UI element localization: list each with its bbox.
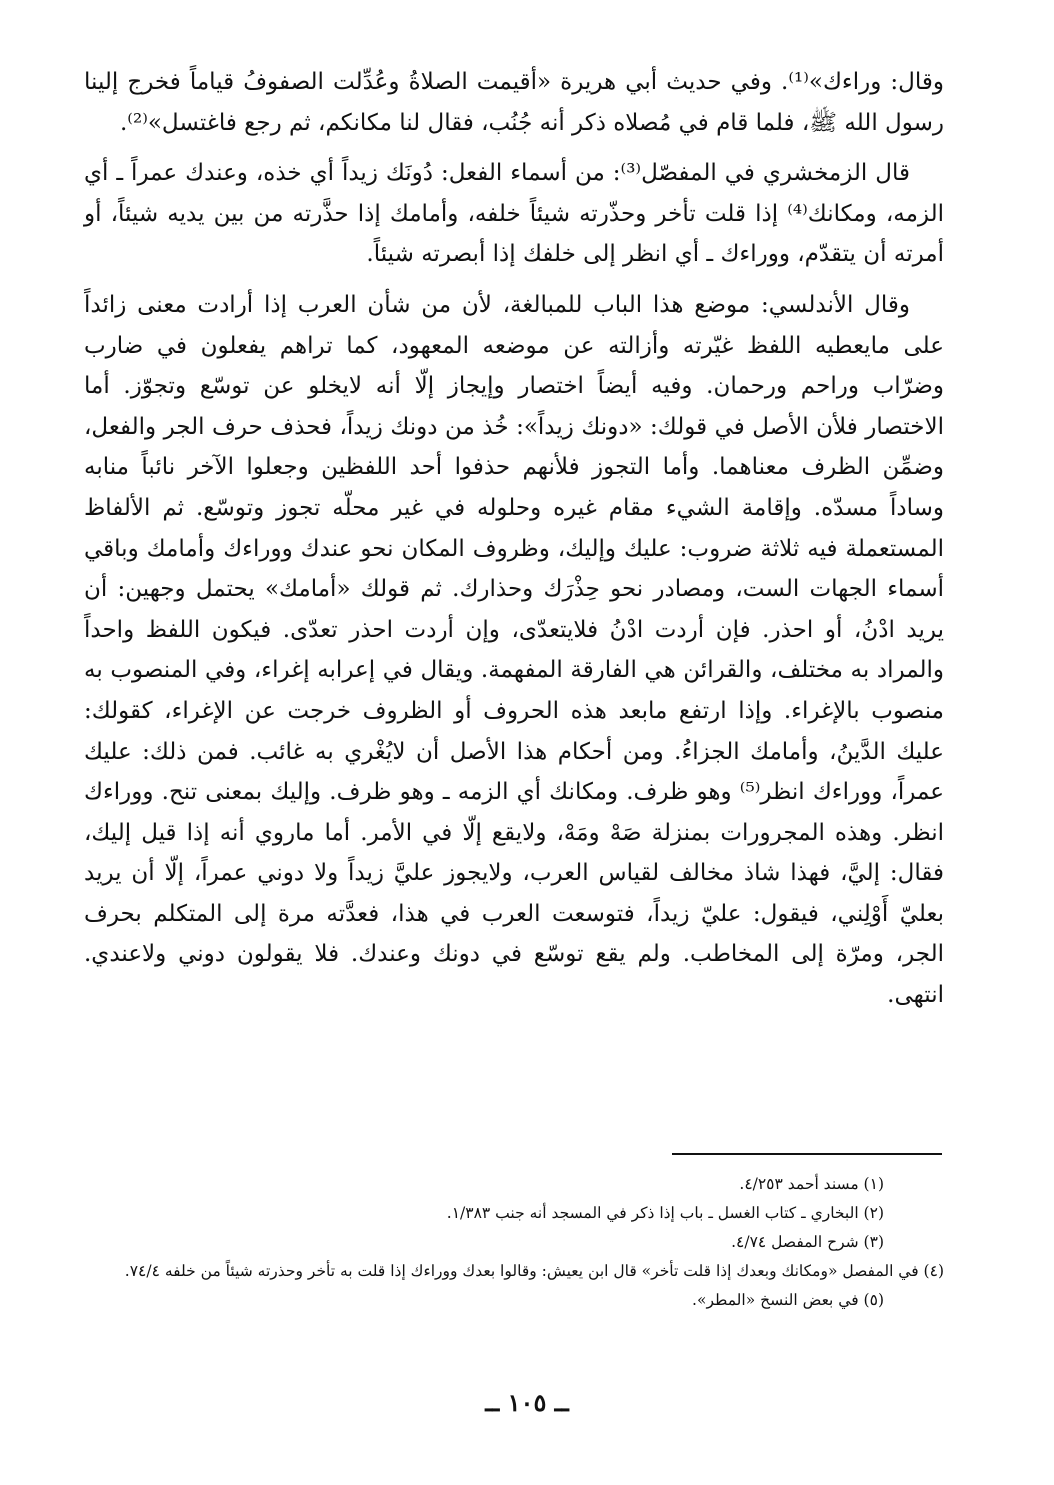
main-text <box>84 62 944 1026</box>
paragraph-2: قال الزمخشري في المفصّل⁽³⁾: من أسماء الفعل: دُونَك زيداً أي خذه، وعندك عمراً ـ أي الزمه، ومكانك⁽⁴⁾ إذا قلت تأخر وحذّرته شيئاً خلفه، وأمامك إذا حذَّرته من بين يديه شيئاً، أو أمرته أن يتقدّم، ووراءك ـ أي انظر إلى خلفك إذا أبصرته شيئاً. <box>84 160 944 268</box>
footnote-4: (٤) في المفصل «ومكانك وبعدك إذا قلت تأخر» قال ابن يعيش: وقالوا بعدك ووراءك إذا قلت به تأخر وحذرته شيئاً من خلفه ٧٤/٤. <box>124 1262 944 1280</box>
paragraph-3: وقال الأندلسي: موضع هذا الباب للمبالغة، لأن من شأن العرب إذا أرادت معنى زائداً على مايعطيه اللفظ غيّرته وأزالته عن موضعه المعهود، كما تراهم يفعلون في ضارب وضرّاب وراحم ورحمان. وفيه أيضاً اختصار وإيجاز إلّا أنه لايخلو عن توسّع وتجوّز. أما الاختصار فلأن الأصل في قولك: «دونك زيداً»: خُذ من دونك زيداً، فحذف حرف الجر والفعل، وضمِّن الظرف معناهما. وأما التجوز فلأنهم حذفوا أحد اللفظين وجعلوا الآخر نائباً منابه وساداً مسدّه. وإقامة الشيء مقام غيره وحلوله في غير محلّه تجوز وتوسّع. ثم الألفاظ المستعملة فيه ثلاثة ضروب: عليك وإليك، وظروف المكان نحو عندك ووراءك وأمامك وباقي أسماء الجهات الست، ومصادر نحو حِذْرَك وحذارك. ثم قولك «أمامك» يحتمل وجهين: أن يريد ادْنُ، أو احذر. فإن أردت ادْنُ فلايتعدّى، وإن أردت احذر تعدّى. فيكون اللفظ واحداً والمراد به مختلف، والقرائن هي الفارقة المفهمة. ويقال في إعرابه إغراء، وفي المنصوب به منصوب بالإغراء. وإذا ارتفع مابعد هذه الحروف أو الظروف خرجت عن الإغراء، كقولك: عليك الدَّينُ، وأمامك الجزاءُ. ومن أحكام هذا الأصل أن لايُغْري به غائب. فمن ذلك: عليك عمراً، ووراءك انظر⁽⁵⁾ وهو ظرف. ومكانك أي الزمه ـ وهو ظرف. وإليك بمعنى تنح. ووراءك انظر. وهذه المجرورات بمنزلة صَهْ ومَهْ، ولايقع إلّا في الأمر. أما ماروي أنه إذا قيل إليك، فقال: إليَّ، فهذا شاذ مخالف لقياس العرب، ولايجوز عليَّ زيداً ولا دوني عمراً، إلّا أن يريد بعليّ أَوْلِني، فيقول: عليّ زيداً، فتوسعت العرب في هذا، فعدَّته مرة إلى المتكلم بحرف الجر، ومرّة إلى المخاطب. ولم يقع توسّع في دونك وعندك. فلا يقولون دوني ولاعندي. انتهى. <box>84 291 944 1009</box>
footnote-3: (٣) شرح المفصل ٤/٧٤. <box>731 1233 884 1251</box>
page-number: ــ ١٠٥ ــ <box>485 1388 569 1417</box>
footnote-1: (١) مسند أحمد ٤/٢٥٣. <box>739 1175 884 1193</box>
paragraph-1: وقال: وراءك»⁽¹⁾. وفي حديث أبي هريرة «أقيمت الصلاةُ وعُدِّلت الصفوفُ قياماً فخرج إلينا رسول الله ﷺ، فلما قام في مُصلاه ذكر أنه جُنُب، فقال لنا مكانكم، ثم رجع فاغتسل»⁽²⁾. <box>84 69 944 136</box>
footnote-2: (٢) البخاري ـ كتاب الغسل ـ باب إذا ذكر في المسجد أنه جنب ١/٣٨٣. <box>446 1204 884 1222</box>
footnote-5: (٥) في بعض النسخ «المطر». <box>692 1291 884 1309</box>
footnote-divider <box>672 1153 942 1155</box>
footnotes <box>84 1170 944 1315</box>
